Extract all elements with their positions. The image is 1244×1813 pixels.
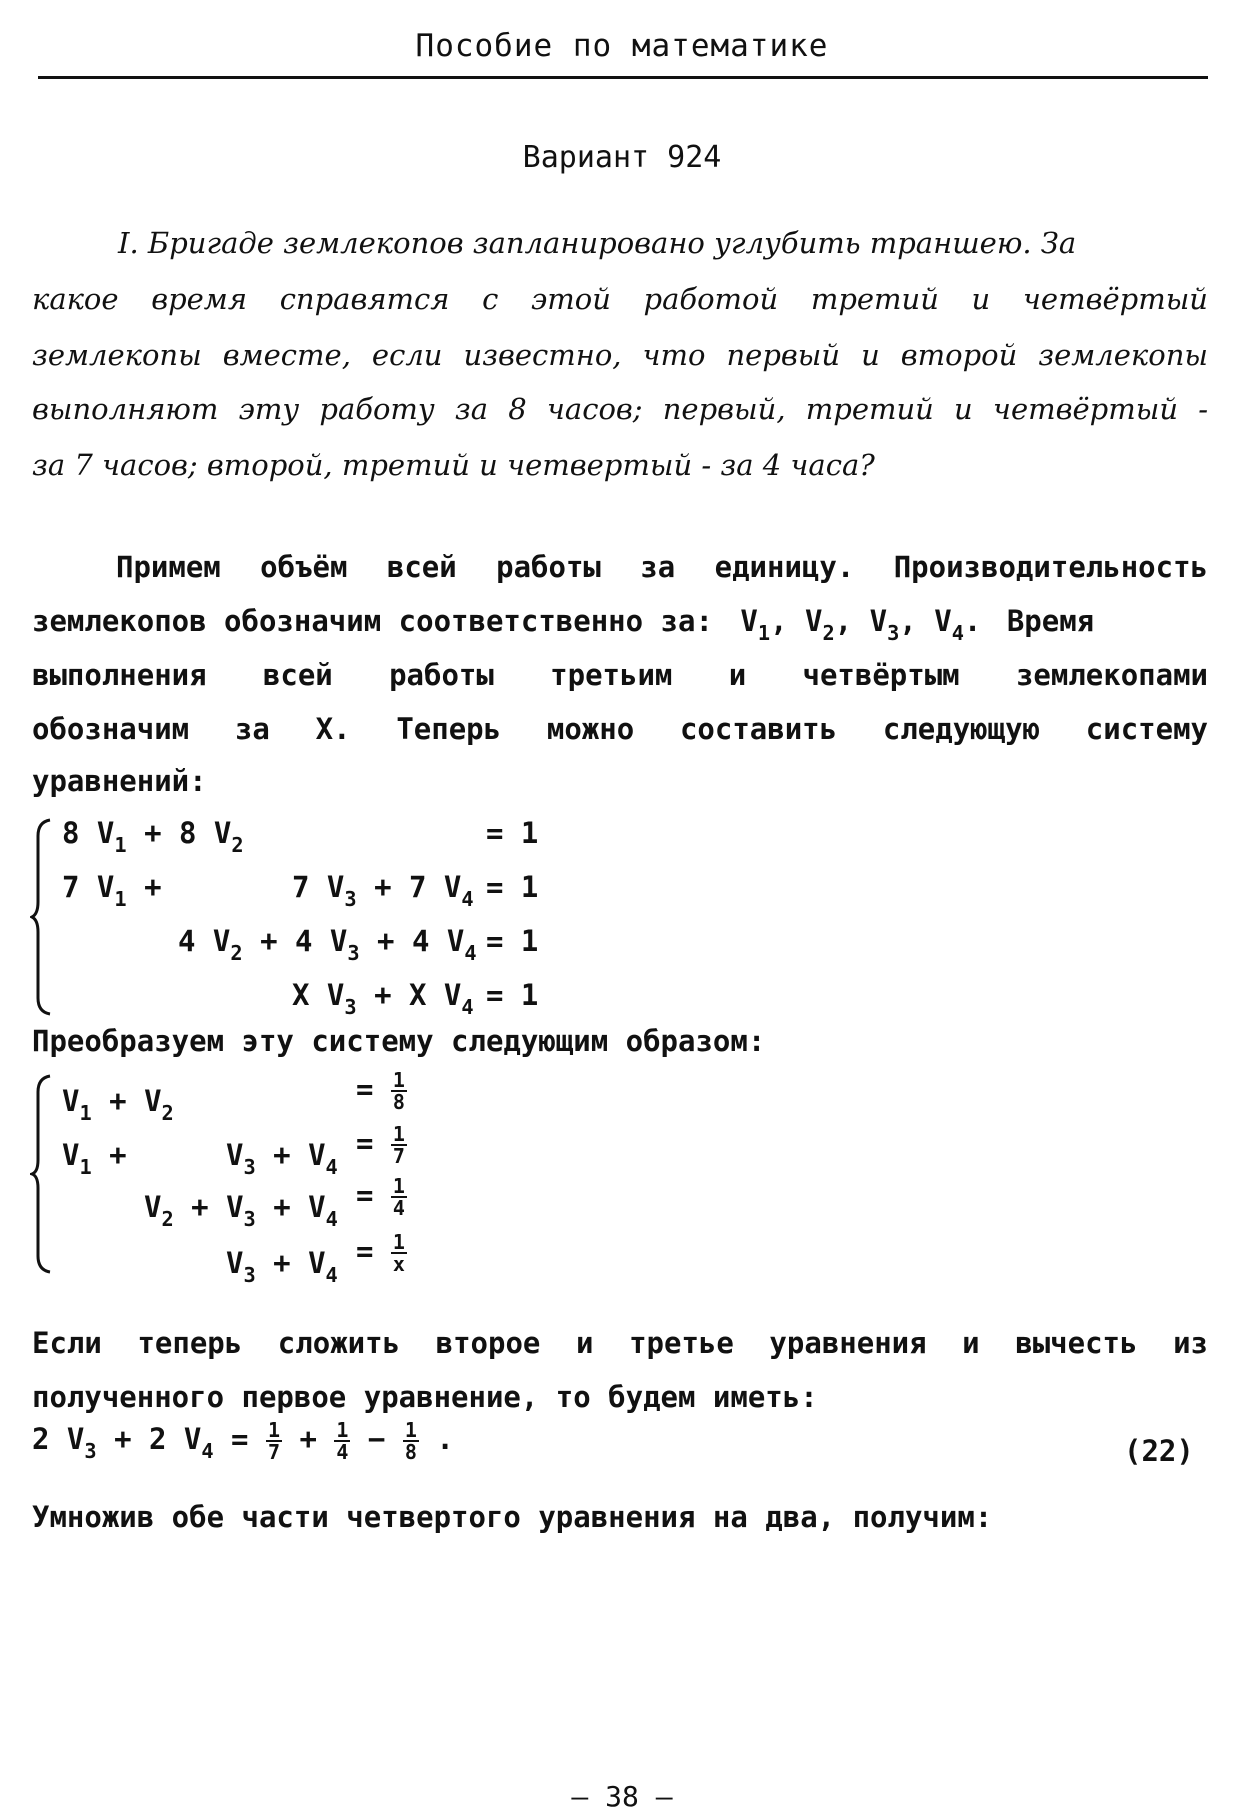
solution-line-2: землекопов обозначим соответственно за: $V_1$, $V_2$, $V_3$, $V_4$. Время [32,604,1095,646]
system1-brace [30,818,54,1016]
page-number: – 38 – [571,1780,673,1813]
eq22: 2 $V_3 + 2$ $V_4$ = $\frac{1}{7}$ + $\frac{1}{4}$ − $\frac{1}{8}$ . [32,1418,454,1464]
var-v2: $V_2$ [805,604,835,646]
eq22-number: (22) [1124,1434,1194,1468]
p2-line-2: полученного первое уравнение, то будем иметь: [32,1380,818,1414]
problem-line-3: землекопы вместе, если известно, что первый и второй землекопы [32,338,1208,372]
system2-row-4-rhs: = $\frac{1}{x}$ [356,1230,405,1276]
transform-text: Преобразуем эту систему следующим образом: [32,1024,766,1058]
system1-row-1: 8 $V_1 + 8$ $V_2$ [62,816,244,858]
system2-row-2b: $V_3 + V_4$ [226,1138,338,1180]
system1-row-2-rhs: = 1 [486,870,539,904]
var-v4: $V_4$ [934,604,964,646]
system2-row-2-rhs: = $\frac{1}{7}$ [356,1122,405,1168]
system1-row-2: 7 $V_1$ + [62,870,162,912]
page-header: Пособие по математике [415,28,829,64]
p2-line-1: Если теперь сложить второе и третье уравнения и вычесть из [32,1326,1208,1360]
system1-row-2b: 7 $V_3 + 7$ $V_4$ [292,870,474,912]
system2-row-3-rhs: = $\frac{1}{4}$ [356,1174,405,1220]
system2-row-2: $V_1$ + [62,1138,127,1180]
solution-line-4: обозначим за X. Теперь можно составить следующую систему [32,712,1208,746]
problem-line-1: I. Бригаде землекопов запланировано углубить траншею. За [118,226,1077,260]
solution-line-2-prefix: землекопов обозначим соответственно за: [32,604,713,638]
system2-row-1-rhs: = $\frac{1}{8}$ [356,1068,405,1114]
variant-title: Вариант 924 [522,140,722,175]
solution-line-5: уравнений: [32,764,207,798]
eq22-frac-1: $\frac{1}{7}$ [267,1418,281,1464]
system1-row-3-rhs: = 1 [486,924,539,958]
problem-line-5: за 7 часов; второй, третий и четвертый - за 4 часа? [32,448,875,482]
eq22-frac-3: $\frac{1}{8}$ [404,1418,417,1464]
system1-row-1-rhs: = 1 [486,816,539,850]
solution-line-1: Примем объём всей работы за единицу. Производительность [116,550,1208,584]
header-rule [38,76,1208,79]
system1-row-3: 4 $V_2 + 4$ $V_3 + 4$ $V_4$ [178,924,477,966]
system1-row-4-rhs: = 1 [486,978,539,1012]
frac-1-7: $\frac{1}{7}$ [392,1122,405,1168]
problem-line-2: какое время справятся с этой работой третий и четвёртый [32,282,1208,316]
var-v1: $V_1$ [740,604,771,646]
system1-row-4: X $V_3 + X$ $V_4$ [292,978,474,1020]
frac-1-x: $\frac{1}{x}$ [392,1230,405,1276]
frac-1-8: $\frac{1}{8}$ [392,1068,405,1114]
p3-line: Умножив обе части четвертого уравнения на два, получим: [32,1500,993,1534]
system2-row-3: $V_2 + V_3 + V_4$ [144,1190,338,1232]
eq22-frac-2: $\frac{1}{4}$ [336,1418,349,1464]
solution-line-2-suffix: Время [1006,604,1095,638]
solution-line-3: выполнения всей работы третьим и четвёртым землекопами [32,658,1208,692]
frac-1-4: $\frac{1}{4}$ [392,1174,405,1220]
system2-brace [30,1074,54,1274]
var-v3: $V_3$ [869,604,900,646]
system2-row-4: $V_3 + V_4$ [226,1246,338,1288]
problem-line-4: выполняют эту работу за 8 часов; первый, третий и четвёртый - [32,392,1208,426]
system2-row-1: $V_1 + V_2$ [62,1084,174,1126]
